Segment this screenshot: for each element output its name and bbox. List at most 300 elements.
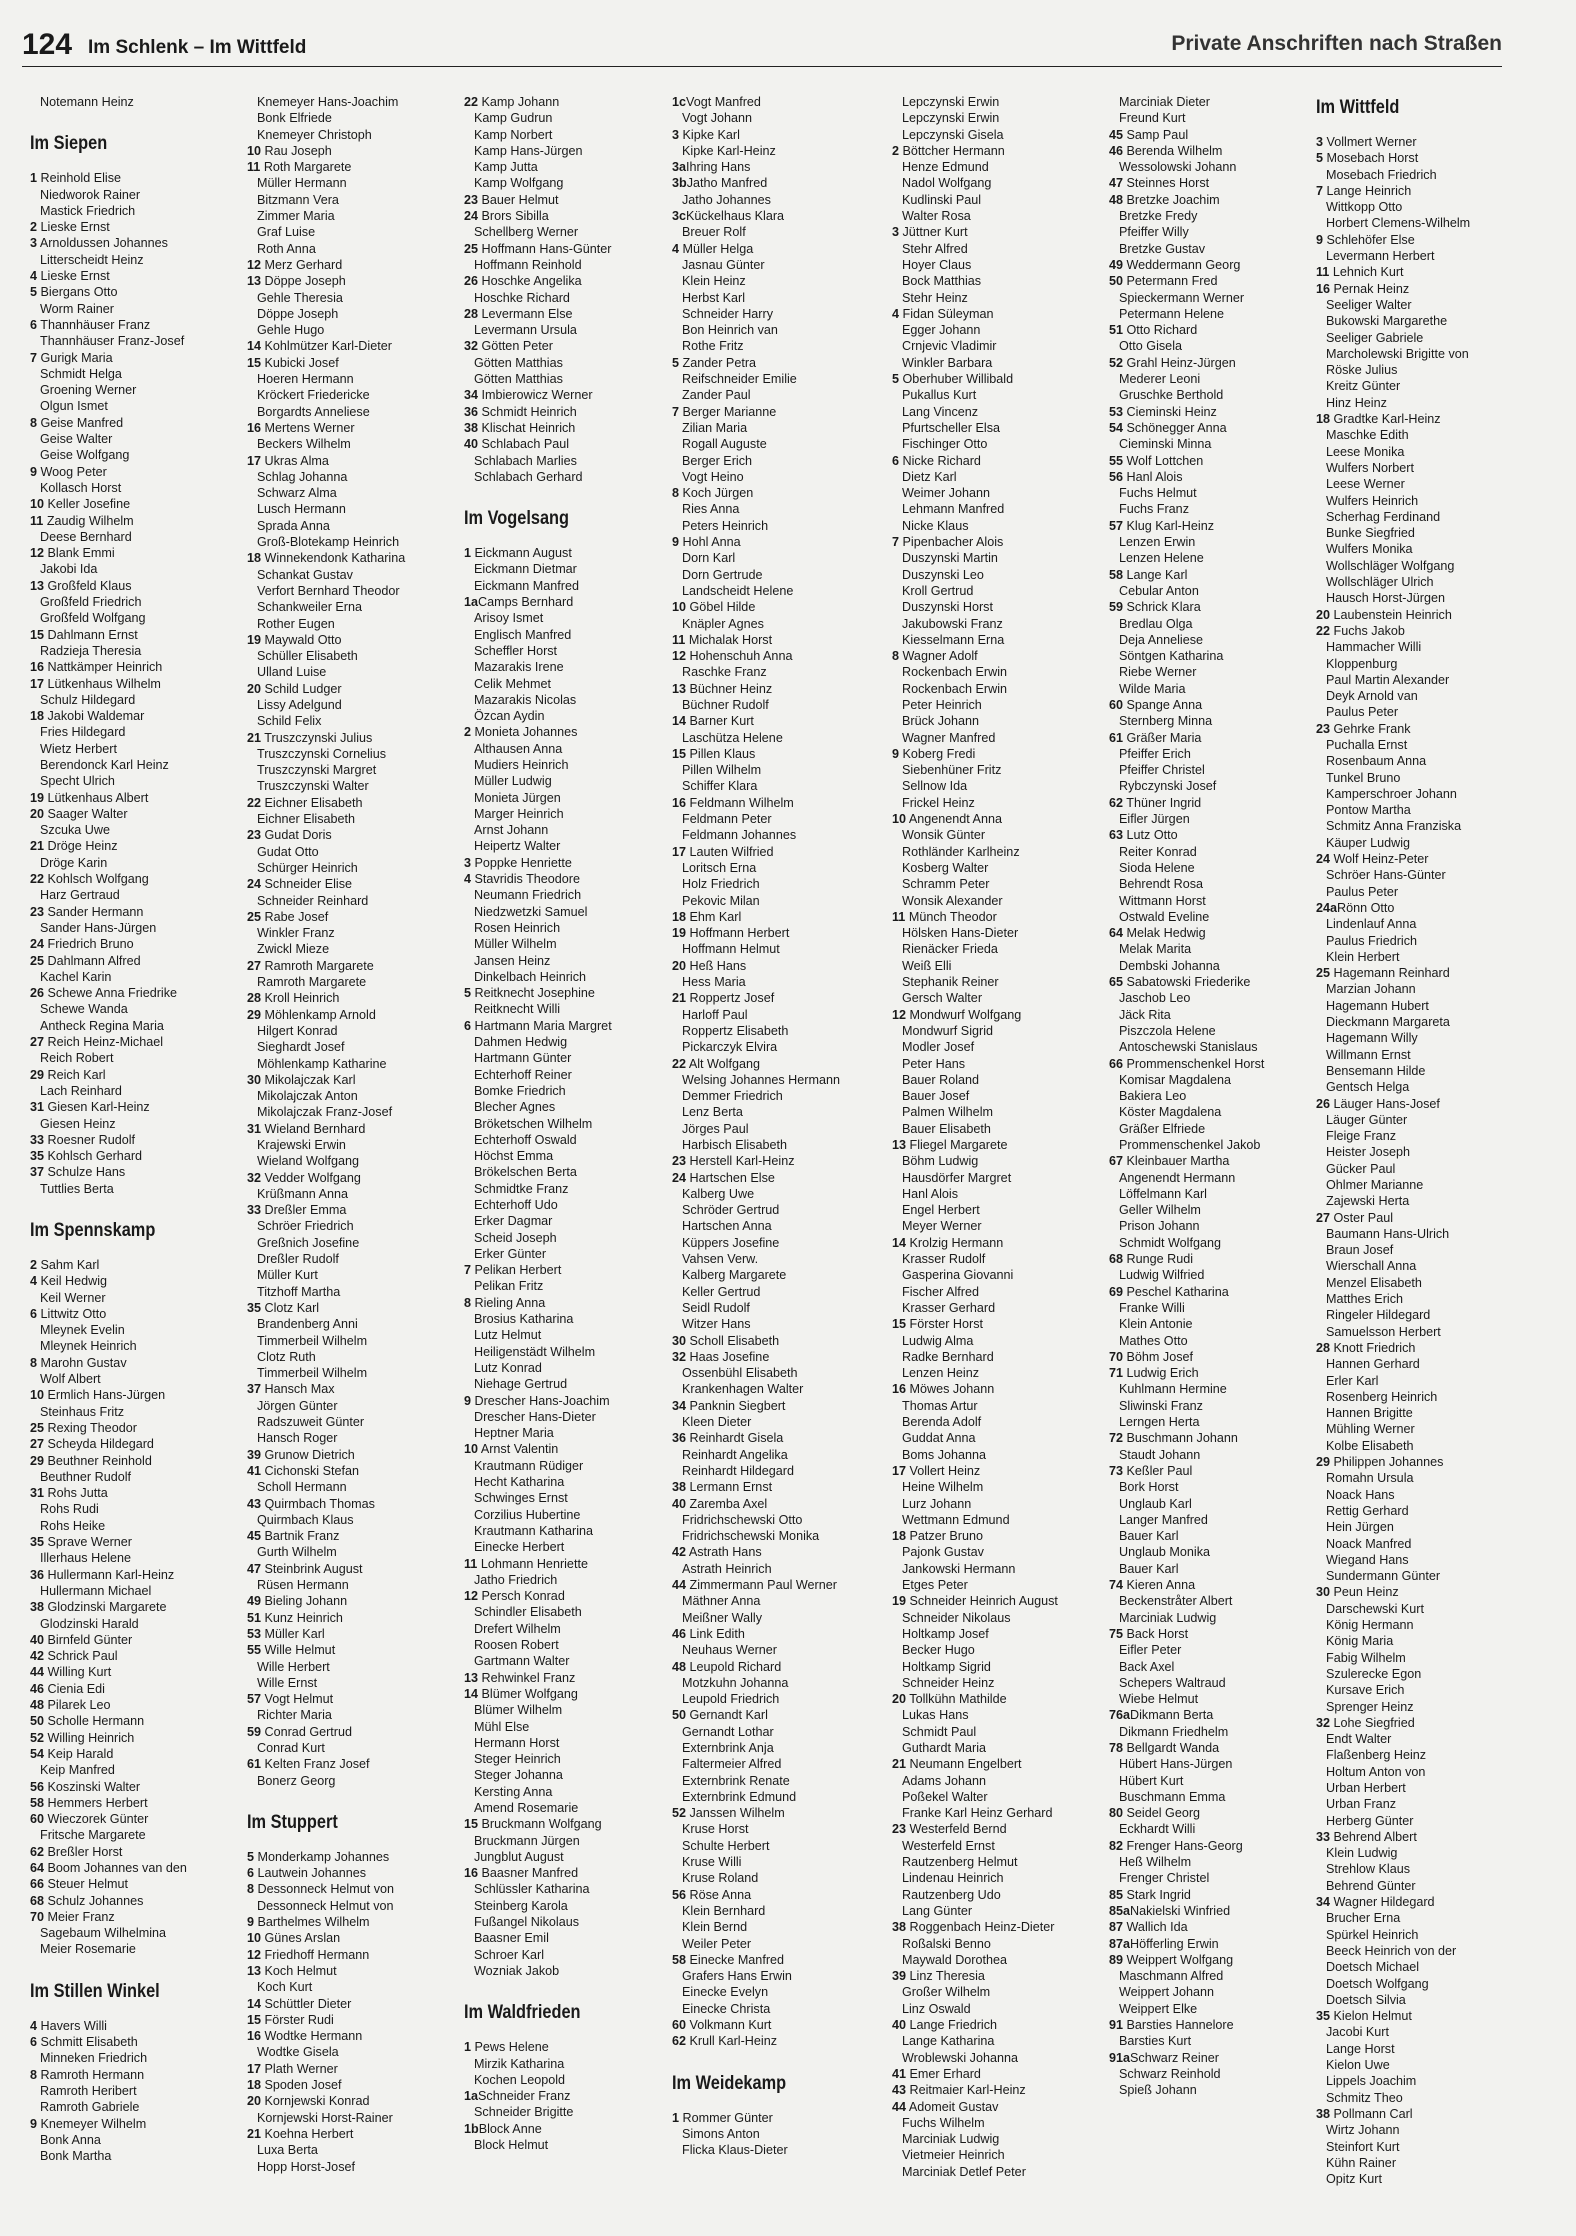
resident-entry: 31 Rohs Jutta xyxy=(30,1486,108,1501)
resident-entry: Seeliger Gabriele xyxy=(1326,330,1424,345)
resident-entry: 13 Fliegel Margarete xyxy=(892,1138,1008,1152)
resident-entry: Mühling Werner xyxy=(1326,1422,1415,1437)
resident-entry: Büchner Rudolf xyxy=(682,697,769,712)
resident-entry: Schwinges Ernst xyxy=(474,1491,568,1506)
resident-entry: Harbisch Elisabeth xyxy=(682,1138,787,1152)
resident-entry: Schneider Heinz xyxy=(902,1675,995,1690)
resident-entry: Szcuka Uwe xyxy=(40,823,110,838)
resident-entry: Schankweiler Erna xyxy=(257,600,362,615)
resident-entry: 4 Fidan Süleyman xyxy=(892,306,994,321)
resident-entry: 28 Levermann Else xyxy=(464,306,573,321)
resident-entry: Specht Ulrich xyxy=(40,774,115,789)
resident-entry: Cieminski Minna xyxy=(1119,437,1212,452)
resident-entry: Zajewski Herta xyxy=(1326,1194,1410,1209)
resident-entry: 47 Steinnes Horst xyxy=(1109,176,1210,191)
resident-entry: Kamperschroer Johann xyxy=(1326,786,1457,801)
resident-entry: König Hermann xyxy=(1326,1618,1414,1633)
resident-entry: Kornjewski Horst-Rainer xyxy=(257,2110,393,2125)
resident-entry: Externbrink Renate xyxy=(682,1773,790,1788)
resident-entry: 2 Sahm Karl xyxy=(30,1258,100,1272)
resident-entry: Jaschob Leo xyxy=(1119,991,1191,1006)
resident-entry: Eifler Jürgen xyxy=(1119,812,1190,827)
resident-entry: 55 Wolf Lottchen xyxy=(1109,453,1204,468)
resident-entry: Brökelschen Berta xyxy=(474,1165,577,1180)
resident-entry: Kersting Anna xyxy=(474,1784,553,1799)
resident-entry: Raschke Franz xyxy=(682,665,767,680)
resident-entry: Paulus Peter xyxy=(1326,705,1399,720)
resident-entry: Reiter Konrad xyxy=(1119,844,1197,859)
resident-entry: Rosenbaum Anna xyxy=(1326,754,1427,769)
street-heading: Im Wittfeld xyxy=(1316,97,1400,118)
resident-entry: Schepers Waltraud xyxy=(1119,1675,1226,1690)
resident-entry: Schröer Friedrich xyxy=(257,1219,354,1234)
resident-entry: 29 Möhlenkamp Arnold xyxy=(247,1007,376,1022)
street-range-title: Im Schlenk – Im Wittfeld xyxy=(88,37,307,58)
resident-entry: 16 Mertens Werner xyxy=(247,420,355,435)
resident-entry: 3 Poppke Henriette xyxy=(464,855,572,870)
resident-entry: Hölsken Hans-Dieter xyxy=(902,926,1019,941)
street-heading: Im Spennskamp xyxy=(30,1220,156,1241)
resident-entry: Meier Rosemarie xyxy=(40,1942,136,1957)
resident-entry: Jacobi Kurt xyxy=(1326,2025,1389,2040)
resident-entry: Keller Gertrud xyxy=(682,1284,761,1299)
resident-entry: Fischinger Otto xyxy=(902,437,988,452)
resident-entry: Kolbe Elisabeth xyxy=(1326,1438,1414,1453)
resident-entry: Weippert Elke xyxy=(1119,2001,1198,2016)
resident-entry: Rybczynski Josef xyxy=(1119,779,1217,794)
resident-entry: Adams Johann xyxy=(902,1773,987,1788)
resident-entry: Minneken Friedrich xyxy=(40,2051,148,2066)
resident-entry: 23 Herstell Karl-Heinz xyxy=(672,1154,795,1169)
resident-entry: 56 Koszinski Walter xyxy=(30,1779,141,1794)
resident-entry: 42 Astrath Hans xyxy=(672,1545,762,1560)
resident-entry: Linz Oswald xyxy=(902,2001,971,2016)
resident-entry: Brandenberg Anni xyxy=(257,1317,358,1332)
resident-entry: Ulland Luise xyxy=(257,665,327,680)
resident-entry: Lange Katharina xyxy=(902,2034,995,2049)
resident-entry: Behrend Günter xyxy=(1326,1878,1416,1893)
resident-entry: Meißner Wally xyxy=(682,1610,763,1625)
resident-entry: Peter Hans xyxy=(902,1056,965,1071)
resident-entry: Lenzen Helene xyxy=(1119,551,1204,566)
resident-entry: Hagemann Hubert xyxy=(1326,998,1429,1013)
resident-entry: Höchst Emma xyxy=(474,1149,554,1164)
resident-entry: Hoeren Hermann xyxy=(257,372,354,387)
resident-entry: Hannen Brigitte xyxy=(1326,1406,1413,1421)
resident-entry: 14 Blümer Wolfgang xyxy=(464,1686,578,1701)
resident-entry: 64 Melak Hedwig xyxy=(1109,926,1206,941)
resident-entry: 3 Vollmert Werner xyxy=(1316,135,1417,149)
resident-entry: 7 Lange Heinrich xyxy=(1316,183,1412,198)
resident-entry: 30 Peun Heinz xyxy=(1316,1585,1399,1600)
resident-entry: Corzilius Hubertine xyxy=(474,1507,581,1522)
resident-entry: Gartmann Walter xyxy=(474,1654,570,1669)
resident-entry: Kamp Jutta xyxy=(474,160,538,175)
street-heading: Im Stuppert xyxy=(247,1811,338,1833)
resident-entry: 51 Kunz Heinrich xyxy=(247,1610,343,1625)
resident-entry: Dinkelbach Heinrich xyxy=(474,969,586,984)
resident-entry: Bonk Martha xyxy=(40,2149,112,2164)
resident-entry: 1cVogt Manfred xyxy=(672,95,761,109)
resident-entry: 40 Birnfeld Günter xyxy=(30,1632,133,1647)
resident-entry: Levermann Herbert xyxy=(1326,249,1435,264)
resident-entry: Mathes Otto xyxy=(1119,1333,1188,1348)
resident-entry: 18 Patzer Bruno xyxy=(892,1529,984,1544)
resident-entry: Radke Bernhard xyxy=(902,1349,994,1364)
resident-entry: Kamp Gudrun xyxy=(474,111,553,126)
resident-entry: 59 Conrad Gertrud xyxy=(247,1724,353,1739)
resident-entry: Vietmeier Heinrich xyxy=(902,2148,1005,2163)
resident-entry: 39 Linz Theresia xyxy=(892,1969,985,1984)
resident-entry: Berger Erich xyxy=(682,453,752,468)
resident-entry: 70 Meier Franz xyxy=(30,1909,115,1924)
resident-entry: Klein Herbert xyxy=(1326,949,1400,964)
resident-entry: Ossenbühl Elisabeth xyxy=(682,1366,798,1381)
resident-entry: Jäck Rita xyxy=(1119,1007,1171,1022)
resident-entry: 14 Kohlmützer Karl-Dieter xyxy=(247,339,392,354)
resident-entry: Wollschläger Wolfgang xyxy=(1326,558,1455,573)
resident-entry: Lutz Konrad xyxy=(474,1360,542,1375)
resident-entry: Steinhaus Fritz xyxy=(40,1404,124,1419)
resident-entry: 21 Neumann Engelbert xyxy=(892,1757,1022,1772)
resident-entry: Knäpler Agnes xyxy=(682,616,764,631)
resident-entry: 41 Cichonski Stefan xyxy=(247,1463,360,1478)
resident-entry: 32 Vedder Wolfgang xyxy=(247,1170,361,1185)
resident-entry: Hammacher Willi xyxy=(1326,640,1422,655)
resident-entry: 10 Günes Arslan xyxy=(247,1931,341,1946)
resident-entry: Pelikan Fritz xyxy=(474,1279,544,1294)
resident-entry: Ludwig Alma xyxy=(902,1333,974,1348)
resident-entry: 20 Heß Hans xyxy=(672,958,747,973)
resident-entry: Schroer Karl xyxy=(474,1947,544,1962)
resident-entry: 11 Lohmann Henriette xyxy=(464,1556,588,1571)
resident-entry: Schüller Elisabeth xyxy=(257,649,358,664)
resident-entry: Großer Wilhelm xyxy=(902,1985,991,2000)
resident-entry: Sander Hans-Jürgen xyxy=(40,920,157,935)
resident-entry: Kamp Wolfgang xyxy=(474,176,564,191)
resident-entry: Noack Manfred xyxy=(1326,1536,1412,1551)
resident-entry: 2 Böttcher Hermann xyxy=(892,143,1005,158)
resident-entry: Jasnau Günter xyxy=(682,257,765,272)
resident-entry: Fuchs Wilhelm xyxy=(902,2115,985,2130)
resident-entry: 12 Blank Emmi xyxy=(30,546,115,561)
resident-entry: Maywald Dorothea xyxy=(902,1952,1007,1967)
resident-entry: Kosberg Walter xyxy=(902,860,989,875)
resident-entry: Gentsch Helga xyxy=(1326,1080,1410,1095)
resident-entry: 58 Hemmers Herbert xyxy=(30,1795,148,1810)
resident-entry: Holtkamp Sigrid xyxy=(902,1659,991,1674)
resident-entry: Gehle Hugo xyxy=(257,323,325,338)
resident-entry: 48 Pilarek Leo xyxy=(30,1698,111,1713)
resident-entry: 14 Krolzig Hermann xyxy=(892,1235,1004,1250)
resident-entry: Urban Herbert xyxy=(1326,1780,1406,1795)
resident-entry: 6 Thannhäuser Franz xyxy=(30,317,151,332)
resident-entry: Löffelmann Karl xyxy=(1119,1186,1207,1201)
resident-entry: Heptner Maria xyxy=(474,1426,554,1441)
resident-entry: Fleige Franz xyxy=(1326,1129,1396,1144)
resident-entry: Großfeld Wolfgang xyxy=(40,611,146,626)
resident-entry: Angenendt Hermann xyxy=(1119,1170,1236,1185)
resident-entry: Beuthner Rudolf xyxy=(40,1469,132,1484)
resident-entry: Wille Ernst xyxy=(257,1675,318,1690)
resident-entry: Schewe Wanda xyxy=(40,1002,128,1017)
resident-entry: Demmer Friedrich xyxy=(682,1089,783,1104)
resident-entry: 4 Stavridis Theodore xyxy=(464,872,580,887)
resident-entry: Weimer Johann xyxy=(902,486,990,501)
resident-entry: Dorn Karl xyxy=(682,551,736,566)
resident-entry: 45 Bartnik Franz xyxy=(247,1529,340,1544)
resident-entry: 8 Koch Jürgen xyxy=(672,486,754,501)
resident-entry: Rautzenberg Udo xyxy=(902,1887,1001,1902)
resident-entry: Puchalla Ernst xyxy=(1326,737,1408,752)
resident-entry: Wonsik Günter xyxy=(902,828,986,843)
resident-entry: Steger Heinrich xyxy=(474,1752,561,1767)
resident-entry: Flaßenberg Heinz xyxy=(1326,1748,1427,1763)
resident-entry: Echterhoff Udo xyxy=(474,1198,558,1212)
resident-entry: 44 Willing Kurt xyxy=(30,1665,112,1680)
resident-entry: Bukowski Margarethe xyxy=(1326,314,1448,329)
resident-entry: 21 Roppertz Josef xyxy=(672,991,775,1006)
resident-entry: Frickel Heinz xyxy=(902,795,975,810)
resident-entry: Herberg Günter xyxy=(1326,1813,1414,1828)
resident-entry: Maschke Edith xyxy=(1326,428,1409,443)
resident-entry: Hullermann Michael xyxy=(40,1583,152,1598)
resident-entry: 25 Hagemann Reinhard xyxy=(1316,966,1450,981)
resident-entry: Krajewski Erwin xyxy=(257,1138,346,1152)
resident-entry: Kalberg Margarete xyxy=(682,1268,787,1283)
resident-entry: 91 Barsties Hannelore xyxy=(1109,2018,1234,2033)
resident-entry: 12 Merz Gerhard xyxy=(247,257,343,272)
resident-entry: Stehr Heinz xyxy=(902,290,968,305)
resident-entry: Endt Walter xyxy=(1326,1732,1392,1747)
resident-entry: 24 Brors Sibilla xyxy=(464,209,549,224)
resident-entry: Erker Günter xyxy=(474,1246,547,1261)
resident-entry: 17 Plath Werner xyxy=(247,2061,338,2076)
resident-entry: Schankat Gustav xyxy=(257,567,353,582)
resident-entry: Fabig Wilhelm xyxy=(1326,1650,1406,1665)
resident-entry: Lerngen Herta xyxy=(1119,1415,1200,1430)
resident-entry: 44 Adomeit Gustav xyxy=(892,2099,999,2114)
resident-entry: Gudat Otto xyxy=(257,844,319,859)
resident-entry: Lissy Adelgund xyxy=(257,697,342,712)
resident-entry: Darschewski Kurt xyxy=(1326,1601,1424,1616)
resident-entry: Deyk Arnold van xyxy=(1326,689,1418,704)
resident-entry: 26 Hoschke Angelika xyxy=(464,274,582,289)
resident-entry: 35 Kohlsch Gerhard xyxy=(30,1149,143,1164)
resident-entry: Sagebaum Wilhelmina xyxy=(40,1926,166,1941)
resident-entry: Schmidt Paul xyxy=(902,1724,977,1739)
resident-entry: Poßekel Walter xyxy=(902,1789,988,1804)
resident-entry: 8 Marohn Gustav xyxy=(30,1355,127,1370)
resident-entry: Wulfers Heinrich xyxy=(1326,493,1419,508)
resident-entry: Dieckmann Margareta xyxy=(1326,1015,1450,1030)
resident-entry: Steinfort Kurt xyxy=(1326,2139,1400,2154)
resident-entry: Einecke Herbert xyxy=(474,1540,565,1555)
resident-entry: 8 Geise Manfred xyxy=(30,415,124,430)
resident-entry: 34 Panknin Siegbert xyxy=(672,1398,786,1413)
resident-entry: Pajonk Gustav xyxy=(902,1545,984,1560)
resident-entry: Beckenstråter Albert xyxy=(1119,1594,1233,1609)
resident-entry: 78 Bellgardt Wanda xyxy=(1109,1740,1220,1755)
resident-entry: Pickarczyk Elvira xyxy=(682,1040,778,1055)
resident-entry: Leese Werner xyxy=(1326,477,1405,492)
resident-entry: Szulerecke Egon xyxy=(1326,1666,1422,1681)
resident-entry: Fries Hildegard xyxy=(40,725,126,740)
resident-entry: 44 Zimmermann Paul Werner xyxy=(672,1578,837,1593)
resident-entry: Marciniak Ludwig xyxy=(902,2132,1000,2147)
resident-entry: 60 Spange Anna xyxy=(1109,697,1203,712)
resident-entry: Hausch Horst-Jürgen xyxy=(1326,591,1445,606)
resident-entry: 49 Bieling Johann xyxy=(247,1594,348,1609)
resident-entry: Bretzke Fredy xyxy=(1119,209,1198,224)
resident-entry: Peter Heinrich xyxy=(902,697,982,712)
resident-entry: Externbrink Anja xyxy=(682,1740,774,1755)
resident-entry: 9 Knemeyer Wilhelm xyxy=(30,2116,147,2131)
resident-entry: Celik Mehmet xyxy=(474,676,551,691)
resident-entry: Schlag Johanna xyxy=(257,469,348,484)
resident-entry: Fuchs Helmut xyxy=(1119,486,1197,501)
resident-entry: Wirtz Johann xyxy=(1326,2123,1400,2138)
resident-entry: Motzkuhn Johanna xyxy=(682,1675,789,1690)
resident-entry: 18 Gradtke Karl-Heinz xyxy=(1316,412,1441,427)
resident-entry: Heß Wilhelm xyxy=(1119,1855,1192,1870)
resident-entry: 4 Lieske Ernst xyxy=(30,269,110,284)
resident-entry: Berendonck Karl Heinz xyxy=(40,757,169,772)
resident-entry: Kamp Norbert xyxy=(474,127,553,142)
resident-entry: Hermann Horst xyxy=(474,1735,560,1750)
resident-entry: Schmidt Helga xyxy=(40,366,122,381)
resident-entry: Truszczynski Walter xyxy=(257,779,369,794)
resident-entry: Möhlenkamp Katharine xyxy=(257,1056,387,1071)
resident-entry: Feldmann Peter xyxy=(682,812,772,827)
resident-entry: Schlabach Marlies xyxy=(474,453,577,468)
resident-entry: Unglaub Karl xyxy=(1119,1496,1192,1511)
resident-entry: Geller Wilhelm xyxy=(1119,1203,1201,1218)
resident-entry: Fridrichschewski Monika xyxy=(682,1529,820,1544)
resident-entry: Flicka Klaus-Dieter xyxy=(682,2143,788,2158)
resident-entry: Bauer Josef xyxy=(902,1089,970,1104)
resident-entry: Schneider Reinhard xyxy=(257,893,369,908)
resident-entry: 59 Schrick Klara xyxy=(1109,600,1201,615)
resident-entry: Kruse Willi xyxy=(682,1855,742,1870)
resident-entry: Zander Paul xyxy=(682,388,751,403)
resident-entry: Schindler Elisabeth xyxy=(474,1605,582,1620)
resident-entry: 52 Janssen Wilhelm xyxy=(672,1806,785,1821)
resident-entry: Engel Herbert xyxy=(902,1203,980,1218)
resident-entry: Schneider Nikolaus xyxy=(902,1610,1011,1625)
resident-entry: 61 Kelten Franz Josef xyxy=(247,1757,370,1772)
resident-entry: Geise Walter xyxy=(40,432,113,447)
resident-entry: Heine Wilhelm xyxy=(902,1480,984,1495)
resident-entry: Lutz Helmut xyxy=(474,1328,542,1343)
resident-entry: 68 Runge Rudi xyxy=(1109,1252,1194,1267)
resident-entry: Ries Anna xyxy=(682,502,740,517)
resident-entry: 19 Maywald Otto xyxy=(247,632,342,647)
resident-entry: Rosen Heinrich xyxy=(474,920,561,935)
resident-entry: 64 Boom Johannes van den xyxy=(30,1860,187,1875)
resident-entry: 58 Einecke Manfred xyxy=(672,1952,785,1967)
resident-entry: 16 Nattkämper Heinrich xyxy=(30,660,163,675)
resident-entry: Sellnow Ida xyxy=(902,779,968,794)
resident-entry: 63 Lutz Otto xyxy=(1109,828,1178,843)
resident-entry: Greßnich Josefine xyxy=(257,1235,360,1250)
resident-entry: Leupold Friedrich xyxy=(682,1692,780,1707)
resident-entry: Kloppenburg xyxy=(1326,656,1398,671)
resident-entry: 23 Sander Hermann xyxy=(30,904,144,919)
resident-entry: 66 Steuer Helmut xyxy=(30,1877,129,1892)
resident-entry: Lepczynski Erwin xyxy=(902,111,1000,126)
resident-entry: Schmidt Wolfgang xyxy=(1119,1235,1221,1250)
resident-entry: Laschütza Helene xyxy=(682,730,783,745)
resident-entry: Müller Wilhelm xyxy=(474,937,557,952)
resident-entry: 39 Grunow Dietrich xyxy=(247,1447,355,1462)
resident-entry: Eifler Peter xyxy=(1119,1643,1182,1658)
street-heading: Im Waldfrieden xyxy=(464,2002,581,2024)
resident-entry: 21 Dröge Heinz xyxy=(30,839,118,854)
resident-entry: Piszczola Helene xyxy=(1119,1023,1216,1038)
resident-entry: Pillen Wilhelm xyxy=(682,763,762,778)
resident-entry: 15 Pillen Klaus xyxy=(672,746,756,761)
resident-entry: 24 Hartschen Else xyxy=(672,1170,775,1185)
resident-entry: 12 Friedhoff Hermann xyxy=(247,1947,370,1962)
resident-entry: Kruse Roland xyxy=(682,1871,759,1886)
resident-entry: Mühl Else xyxy=(474,1719,530,1734)
resident-entry: 19 Lütkenhaus Albert xyxy=(30,790,149,805)
resident-entry: 13 Rehwinkel Franz xyxy=(464,1670,576,1685)
resident-entry: Ramroth Gabriele xyxy=(40,2100,140,2115)
resident-entry: Hecht Katharina xyxy=(474,1475,565,1490)
resident-entry: 5 Mosebach Horst xyxy=(1316,151,1419,166)
resident-entry: Walter Rosa xyxy=(902,209,971,224)
resident-entry: Zwickl Mieze xyxy=(257,942,330,957)
resident-entry: Ostwald Eveline xyxy=(1119,909,1210,924)
resident-entry: Pfurtscheller Elsa xyxy=(902,420,1000,435)
resident-entry: Lindenlauf Anna xyxy=(1326,917,1417,932)
resident-entry: 55 Wille Helmut xyxy=(247,1643,336,1658)
resident-entry: Amend Rosemarie xyxy=(474,1800,579,1815)
resident-entry: Hanl Alois xyxy=(902,1186,959,1201)
resident-entry: Hannen Gerhard xyxy=(1326,1357,1420,1372)
resident-entry: Conrad Kurt xyxy=(257,1740,325,1755)
resident-entry: Brück Johann xyxy=(902,714,980,729)
resident-entry: Fritsche Margarete xyxy=(40,1828,146,1843)
resident-entry: Doetsch Michael xyxy=(1326,1960,1420,1975)
resident-entry: 66 Prommenschenkel Horst xyxy=(1109,1056,1265,1071)
resident-entry: Sliwinski Franz xyxy=(1119,1398,1203,1413)
resident-entry: Sioda Helene xyxy=(1119,860,1195,875)
resident-entry: Externbrink Edmund xyxy=(682,1789,797,1804)
street-heading: Im Vogelsang xyxy=(464,508,570,530)
resident-entry: 32 Lohe Siegfried xyxy=(1316,1715,1415,1730)
resident-entry: Hoffmann Helmut xyxy=(682,942,780,957)
resident-entry: Mazarakis Irene xyxy=(474,660,564,675)
resident-entry: Meyer Werner xyxy=(902,1219,982,1234)
resident-entry: Rohs Heike xyxy=(40,1518,106,1533)
resident-entry: Kroll Gertrud xyxy=(902,583,974,598)
resident-entry: 35 Sprave Werner xyxy=(30,1535,132,1550)
resident-entry: Grafers Hans Erwin xyxy=(682,1969,792,1984)
column-1 xyxy=(30,94,242,2164)
resident-entry: 46 Link Edith xyxy=(672,1626,745,1641)
resident-entry: Ohlmer Marianne xyxy=(1326,1178,1424,1192)
resident-entry: Käuper Ludwig xyxy=(1326,835,1411,850)
resident-entry: Thomas Artur xyxy=(902,1398,978,1413)
resident-entry: 24 Friedrich Bruno xyxy=(30,937,134,952)
resident-entry: Melak Marita xyxy=(1119,942,1192,957)
resident-entry: Hoffmann Reinhold xyxy=(474,257,582,272)
resident-entry: 20 Kornjewski Konrad xyxy=(247,2094,370,2109)
resident-entry: 13 Großfeld Klaus xyxy=(30,578,132,593)
